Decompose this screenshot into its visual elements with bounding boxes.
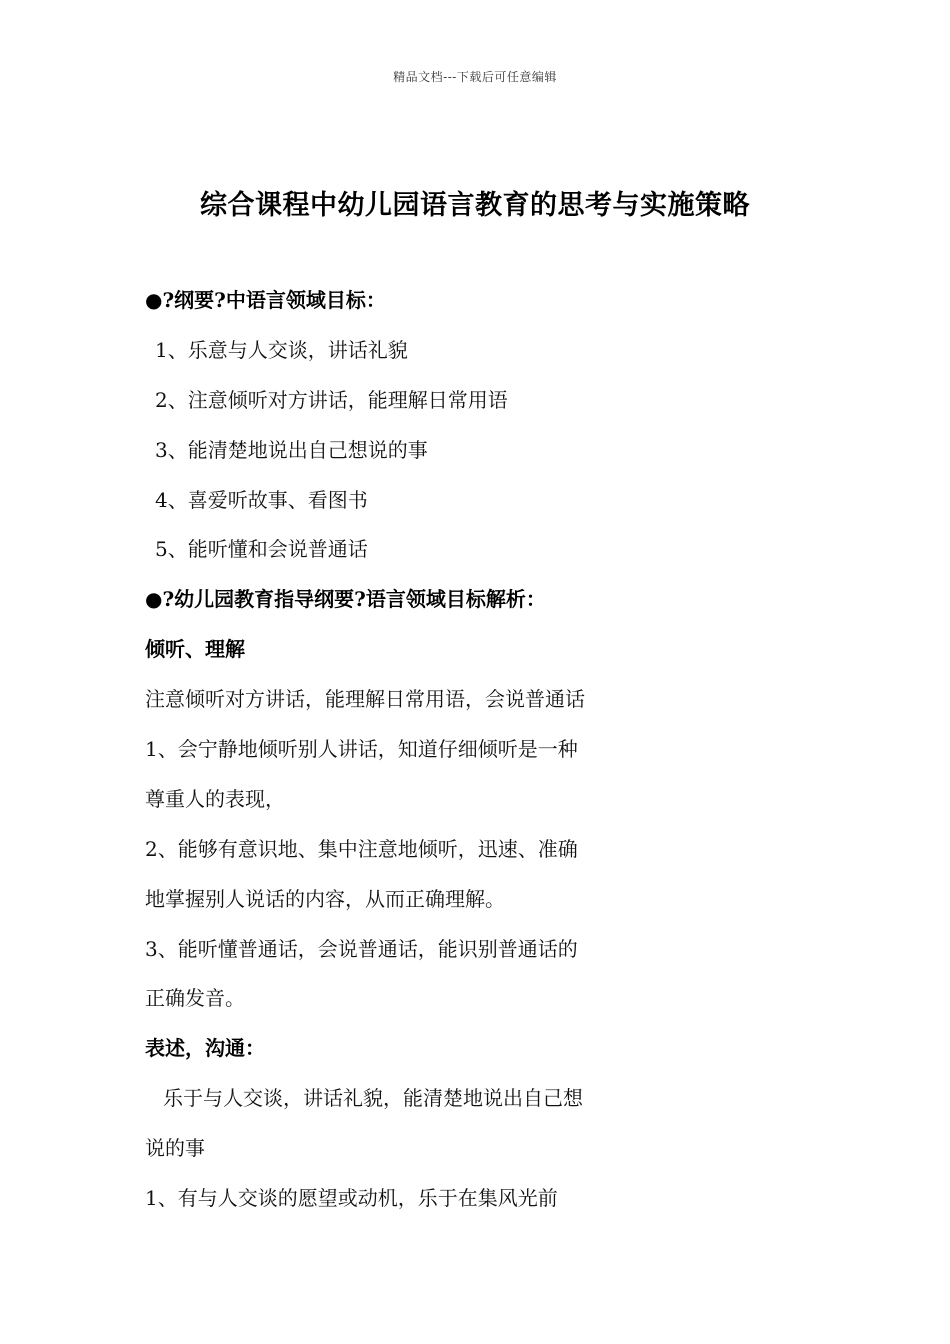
page-header: 精品文档---下载后可任意编辑 — [393, 70, 557, 84]
section-heading: 表述，沟通： — [145, 1036, 265, 1061]
section-heading: 倾听、理解 — [145, 637, 245, 662]
paragraph-line: 注意倾听对方讲话，能理解日常用语，会说普通话 — [145, 687, 585, 712]
paragraph-line: 2、能够有意识地、集中注意地倾听，迅速、准确 — [145, 836, 578, 861]
paragraph-line: 3、能听懂普通话，会说普通话，能识别普通话的 — [145, 936, 578, 961]
section-heading: ●?纲要?中语言领域目标： — [145, 288, 386, 312]
paragraph-line: 1、乐意与人交谈，讲话礼貌 — [155, 337, 408, 362]
document-body — [145, 282, 665, 1230]
paragraph-line: 尊重人的表现， — [145, 786, 285, 811]
paragraph-line: 4、喜爱听故事、看图书 — [155, 487, 368, 512]
paragraph-line: 1、有与人交谈的愿望或动机，乐于在集风光前 — [145, 1186, 558, 1211]
section-heading: ●?幼儿园教育指导纲要?语言领域目标解析： — [145, 587, 546, 612]
paragraph-line: 5、能听懂和会说普通话 — [155, 537, 368, 562]
paragraph-line: 2、注意倾听对方讲话，能理解日常用语 — [155, 387, 508, 412]
paragraph-line: 乐于与人交谈，讲话礼貌，能清楚地说出自己想 — [163, 1086, 583, 1111]
document-title: 综合课程中幼儿园语言教育的思考与实施策略 — [200, 190, 750, 221]
paragraph-line: 正确发音。 — [145, 986, 245, 1011]
paragraph-line: 1、会宁静地倾听别人讲话，知道仔细倾听是一种 — [145, 737, 578, 762]
paragraph-line: 3、能清楚地说出自己想说的事 — [155, 437, 428, 462]
paragraph-line: 说的事 — [145, 1136, 205, 1161]
paragraph-line: 地掌握别人说话的内容，从而正确理解。 — [145, 886, 505, 911]
